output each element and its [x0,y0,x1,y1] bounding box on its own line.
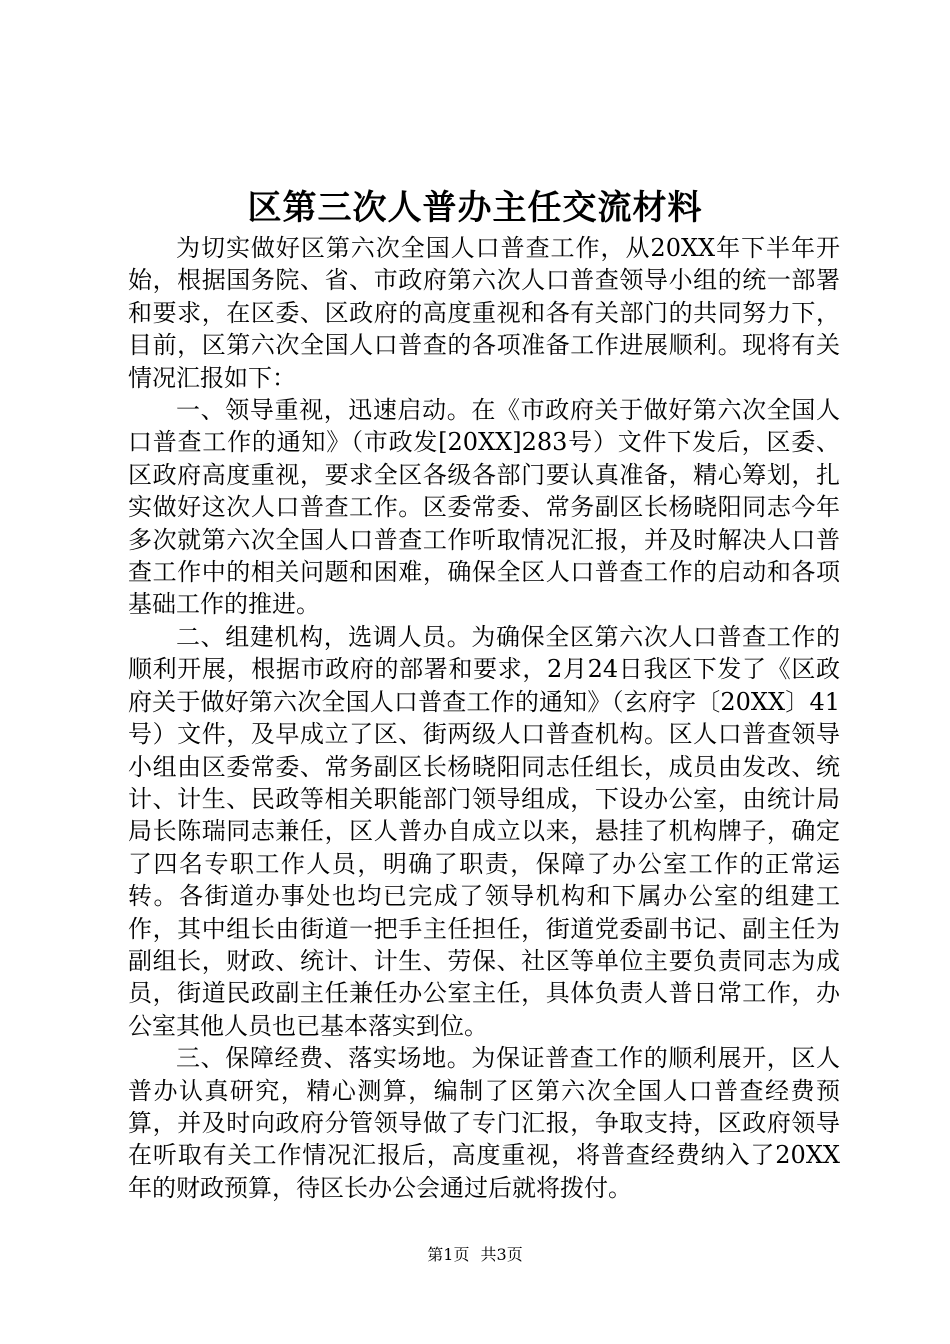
paragraph-section-1: 一、领导重视，迅速启动。在《市政府关于做好第六次全国人口普查工作的通知》（市政发[20XX]283号）文件下发后，区委、区政府高度重视，要求全区各级各部门要认真准备，精心筹划，扎实做好这次人口普查工作。区委常委、常务副区长杨晓阳同志今年多次就第六次全国人口普查工作听取情况汇报，并及时解决人口普查工作中的相关问题和困难，确保全区人口普查工作的启动和各项基础工作的推进。 [128,396,840,619]
page-footer [0,1244,950,1266]
paragraph-section-3: 三、保障经费、落实场地。为保证普查工作的顺利展开，区人普办认真研究，精心测算，编制了区第六次全国人口普查经费预算，并及时向政府分管领导做了专门汇报，争取支持，区政府领导在听取有关工作情况汇报后，高度重视，将普查经费纳入了20XX年的财政预算，待区长办公会通过后就将拨付。 [128,1044,840,1202]
paragraph-section-2: 二、组建机构，选调人员。为确保全区第六次人口普查工作的顺利开展，根据市政府的部署和要求，2月24日我区下发了《区政府关于做好第六次全国人口普查工作的通知》（玄府字〔20XX〕41号）文件，及早成立了区、街两级人口普查机构。区人口普查领导小组由区委常委、常务副区长杨晓阳同志任组长，成员由发改、统计、计生、民政等相关职能部门领导组成，下设办公室，由统计局局长陈瑞同志兼任，区人普办自成立以来，悬挂了机构牌子，确定了四名专职工作人员，明确了职责，保障了办公室工作的正常运转。各街道办事处也均已完成了领导机构和下属办公室的组建工作，其中组长由街道一把手主任担任，街道党委副书记、副主任为副组长，财政、统计、计生、劳保、社区等单位主要负责同志为成员，街道民政副主任兼任办公室主任，具体负责人普日常工作，办公室其他人员也已基本落实到位。 [128,622,840,1040]
page-number-total: 共3页 [480,1245,523,1264]
document-title: 区第三次人普办主任交流材料 [247,188,703,228]
document-body [128,232,840,1204]
page-number-current: 第1页 [427,1245,470,1264]
paragraph-intro: 为切实做好区第六次全国人口普查工作，从20XX年下半年开始，根据国务院、省、市政府第六次人口普查领导小组的统一部署和要求，在区委、区政府的高度重视和各有关部门的共同努力下，目前，区第六次全国人口普查的各项准备工作进展顺利。现将有关情况汇报如下： [128,234,840,392]
